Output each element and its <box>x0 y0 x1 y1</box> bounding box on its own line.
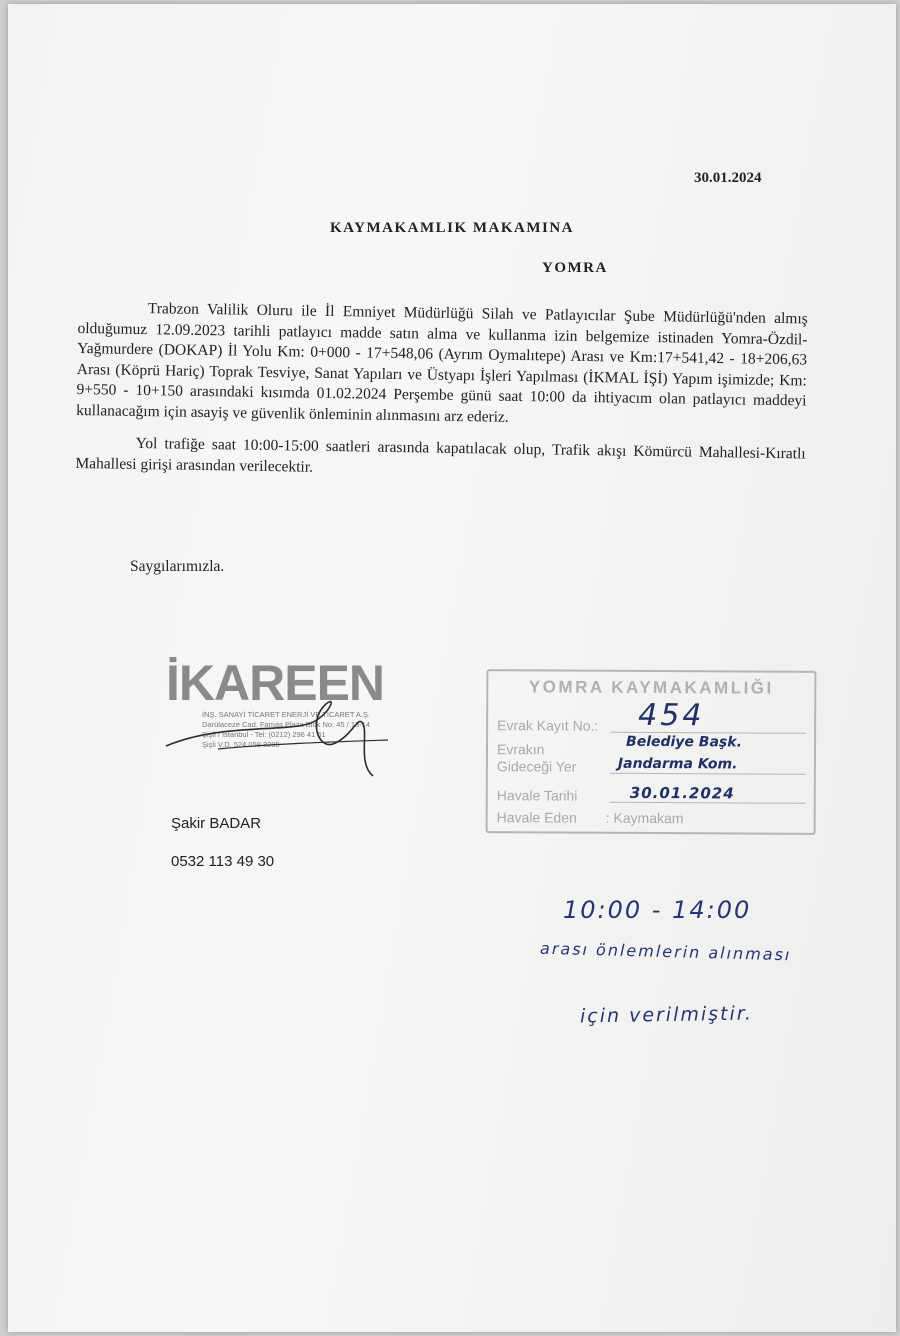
signer-phone: 0532 113 49 30 <box>171 853 275 870</box>
company-line: Darülaceze Cad. Famas Plaza Blok No: 45 / 13-14 <box>202 720 370 729</box>
handwritten-note-line-3: için verilmiştir. <box>579 1002 754 1028</box>
company-line: Şişli V.D. 524 058 3205 <box>202 740 280 749</box>
stamp-value-destination-1: Belediye Başk. <box>626 733 742 751</box>
stamp-label: Havale Tarihi <box>496 787 578 804</box>
letter-paragraph-1: Trabzon Valilik Oluru ile İl Emniyet Müdürlüğü Silah ve Patlayıcılar Şube Müdürlüğü'nden almış olduğumuz 12.09.2023 tarihli patlayıcı madde satın alma ve kullanma izin belgemize istinaden Yomra-Özdil-Yağmurdere (DOKAP) İl Yolu Km: 0+000 - 17+548,06 (Ayrım Oymalıtepe) Arası ve Km:17+541,42 - 18+206,63 Arası (Köprü Hariç) Toprak Tesviye, Sanat Yapıları ve Üstyapı İşleri Yapılması (İKMAL İŞİ) Yapım işimizde; Km: 9+550 - 10+150 arasındaki kısımda 01.02.2024 Perşembe günü saat 10:00 da ihtiyacım olan patlayıcı maddeyi kullanacağım için asayiş ve güvenlik önleminin alınmasını arz ederiz. <box>76 300 808 426</box>
stamp-title: YOMRA KAYMAKAMLIĞI <box>528 677 774 698</box>
signer-name: Şakir BADAR <box>171 815 262 832</box>
official-registry-stamp <box>486 669 817 835</box>
stamp-underline <box>610 773 806 775</box>
addressee: KAYMAKAMLIK MAKAMINA <box>330 220 575 236</box>
closing-text: Saygılarımızla. <box>130 558 225 575</box>
addressee-city: YOMRA <box>542 260 608 276</box>
stamp-label: Evrak Kayıt No.: <box>497 717 599 734</box>
letter-body <box>75 298 808 485</box>
handwritten-note-line-1: 10:00 - 14:00 <box>563 896 752 924</box>
document-page <box>8 4 896 1332</box>
company-logo: İKAREEN <box>166 655 385 711</box>
company-stamp <box>158 654 408 784</box>
document-date: 30.01.2024 <box>694 170 762 186</box>
handwritten-signature <box>158 654 408 784</box>
stamp-label: Gideceği Yer <box>496 758 577 775</box>
letter-paragraph-2: Yol trafiğe saat 10:00-15:00 saatleri arasında kapatılacak olup, Trafik akışı Kömürcü Mahallesi-Kıratlı Mahallesi girişi arasından verilecektir. <box>75 434 806 476</box>
stamp-value-record-no: 454 <box>638 697 705 734</box>
stamp-label: Evrakın <box>496 741 545 758</box>
stamp-label: Havale Eden <box>496 809 577 826</box>
stamp-value-destination-2: Jandarma Kom. <box>617 755 738 773</box>
handwritten-note-line-2: arası önlemlerin alınması <box>539 938 792 965</box>
stamp-value-date: 30.01.2024 <box>629 783 735 803</box>
stamp-value-sender: : Kaymakam <box>605 809 684 827</box>
company-line: İNŞ. SANAYİ TİCARET ENERJİ VE TİCARET A.Ş. <box>202 710 371 719</box>
company-line: Şişli / İstanbul - Tel: (0212) 296 41 51 <box>202 730 326 739</box>
